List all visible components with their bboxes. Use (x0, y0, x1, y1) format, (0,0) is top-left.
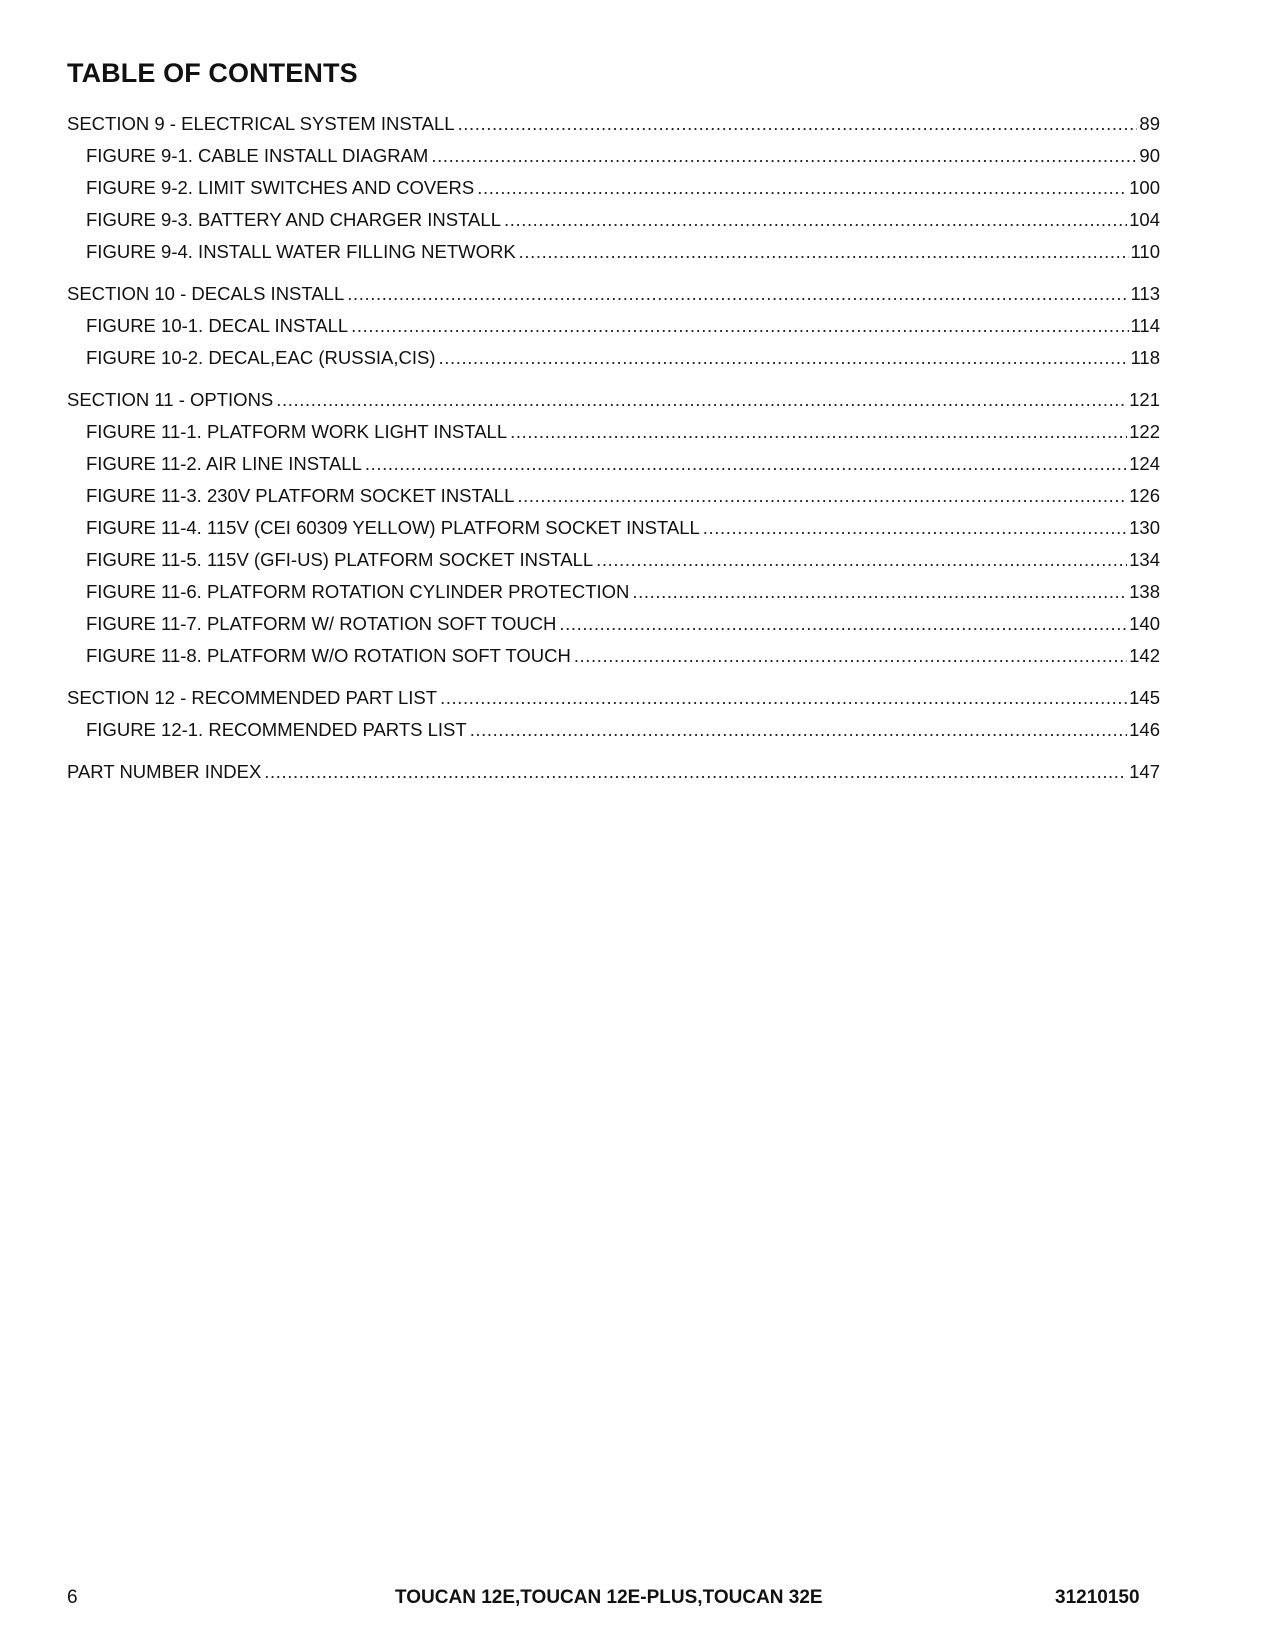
toc-dot-leader (519, 236, 1129, 268)
toc-dot-leader (504, 204, 1127, 236)
toc-figure-entry[interactable] (67, 416, 1160, 448)
toc-entry-label: PART NUMBER INDEX (67, 761, 262, 782)
toc-figure-entry[interactable] (67, 512, 1160, 544)
toc-dot-leader (596, 544, 1127, 576)
toc-dot-leader (574, 640, 1127, 672)
toc-dot-leader (477, 172, 1127, 204)
page-footer (0, 1587, 1275, 1617)
toc-entry-page: 146 (1129, 719, 1160, 740)
toc-entry-label: FIGURE 9-3. BATTERY AND CHARGER INSTALL (86, 209, 501, 230)
toc-dot-leader (632, 576, 1127, 608)
toc-dot-leader (517, 480, 1127, 512)
toc-figure-entry[interactable] (67, 236, 1160, 268)
toc-section-entry[interactable] (67, 756, 1160, 788)
toc-figure-entry[interactable] (67, 544, 1160, 576)
toc-section-entry[interactable] (67, 682, 1160, 714)
toc-entry-label: FIGURE 12-1. RECOMMENDED PARTS LIST (86, 719, 467, 740)
toc-entry-page: 121 (1129, 389, 1160, 410)
toc-figure-entry[interactable] (67, 608, 1160, 640)
toc-dot-leader (559, 608, 1127, 640)
toc-figure-entry[interactable] (67, 640, 1160, 672)
toc-figure-entry[interactable] (67, 448, 1160, 480)
toc-dot-leader (440, 682, 1127, 714)
toc-figure-entry[interactable] (67, 172, 1160, 204)
toc-figure-entry[interactable] (67, 310, 1160, 342)
toc-entry-page: 100 (1129, 177, 1160, 198)
toc-dot-leader (510, 416, 1127, 448)
toc-figure-entry[interactable] (67, 480, 1160, 512)
toc-entry-page: 89 (1139, 113, 1160, 134)
toc-entry-page: 113 (1130, 283, 1160, 304)
toc-dot-leader (458, 108, 1138, 140)
toc-entry-label: FIGURE 10-2. DECAL,EAC (RUSSIA,CIS) (86, 347, 436, 368)
toc-entry-label: SECTION 9 - ELECTRICAL SYSTEM INSTALL (67, 113, 455, 134)
toc-entry-label: FIGURE 11-2. AIR LINE INSTALL (86, 453, 362, 474)
toc-entry-label: SECTION 11 - OPTIONS (67, 389, 274, 410)
toc-entry-page: 140 (1129, 613, 1160, 634)
toc-entry-page: 142 (1129, 645, 1160, 666)
footer-doc-number: 31210150 (1055, 1587, 1140, 1608)
toc-entry-label: FIGURE 9-2. LIMIT SWITCHES AND COVERS (86, 177, 475, 198)
toc-entry-page: 104 (1129, 209, 1160, 230)
toc-entry-page: 130 (1129, 517, 1160, 538)
toc-entry-label: FIGURE 11-5. 115V (GFI-US) PLATFORM SOCKET INSTALL (86, 549, 594, 570)
toc-entry-page: 122 (1129, 421, 1160, 442)
toc-entry-page: 114 (1130, 315, 1160, 336)
toc-entry-label: FIGURE 9-1. CABLE INSTALL DIAGRAM (86, 145, 429, 166)
footer-page-number: 6 (67, 1587, 78, 1608)
table-of-contents (67, 108, 1160, 788)
toc-dot-leader (703, 512, 1127, 544)
toc-entry-page: 126 (1129, 485, 1160, 506)
toc-dot-leader (347, 278, 1128, 310)
footer-title: TOUCAN 12E,TOUCAN 12E-PLUS,TOUCAN 32E (395, 1587, 823, 1608)
toc-entry-label: FIGURE 9-4. INSTALL WATER FILLING NETWORK (86, 241, 516, 262)
toc-dot-leader (351, 310, 1128, 342)
toc-figure-entry[interactable] (67, 576, 1160, 608)
toc-entry-label: FIGURE 11-4. 115V (CEI 60309 YELLOW) PLATFORM SOCKET INSTALL (86, 517, 700, 538)
toc-figure-entry[interactable] (67, 714, 1160, 746)
toc-entry-label: FIGURE 11-7. PLATFORM W/ ROTATION SOFT TOUCH (86, 613, 557, 634)
toc-dot-leader (264, 756, 1127, 788)
toc-entry-label: SECTION 12 - RECOMMENDED PART LIST (67, 687, 438, 708)
toc-figure-entry[interactable] (67, 204, 1160, 236)
toc-entry-page: 90 (1139, 145, 1160, 166)
toc-entry-page: 134 (1129, 549, 1160, 570)
toc-section-entry[interactable] (67, 384, 1160, 416)
toc-figure-entry[interactable] (67, 140, 1160, 172)
toc-dot-leader (365, 448, 1127, 480)
toc-entry-page: 110 (1130, 241, 1160, 262)
toc-dot-leader (276, 384, 1127, 416)
toc-entry-label: FIGURE 11-8. PLATFORM W/O ROTATION SOFT TOUCH (86, 645, 571, 666)
toc-entry-label: SECTION 10 - DECALS INSTALL (67, 283, 345, 304)
page-title: TABLE OF CONTENTS (67, 58, 358, 88)
toc-section-entry[interactable] (67, 108, 1160, 140)
toc-entry-page: 147 (1129, 761, 1160, 782)
toc-entry-label: FIGURE 11-6. PLATFORM ROTATION CYLINDER PROTECTION (86, 581, 630, 602)
toc-section-entry[interactable] (67, 278, 1160, 310)
toc-dot-leader (439, 342, 1129, 374)
toc-dot-leader (431, 140, 1137, 172)
toc-entry-label: FIGURE 11-1. PLATFORM WORK LIGHT INSTALL (86, 421, 508, 442)
toc-entry-page: 145 (1129, 687, 1160, 708)
toc-entry-page: 124 (1129, 453, 1160, 474)
toc-entry-page: 138 (1129, 581, 1160, 602)
toc-entry-label: FIGURE 10-1. DECAL INSTALL (86, 315, 349, 336)
toc-entry-label: FIGURE 11-3. 230V PLATFORM SOCKET INSTALL (86, 485, 515, 506)
toc-entry-page: 118 (1130, 347, 1160, 368)
toc-figure-entry[interactable] (67, 342, 1160, 374)
toc-dot-leader (470, 714, 1127, 746)
